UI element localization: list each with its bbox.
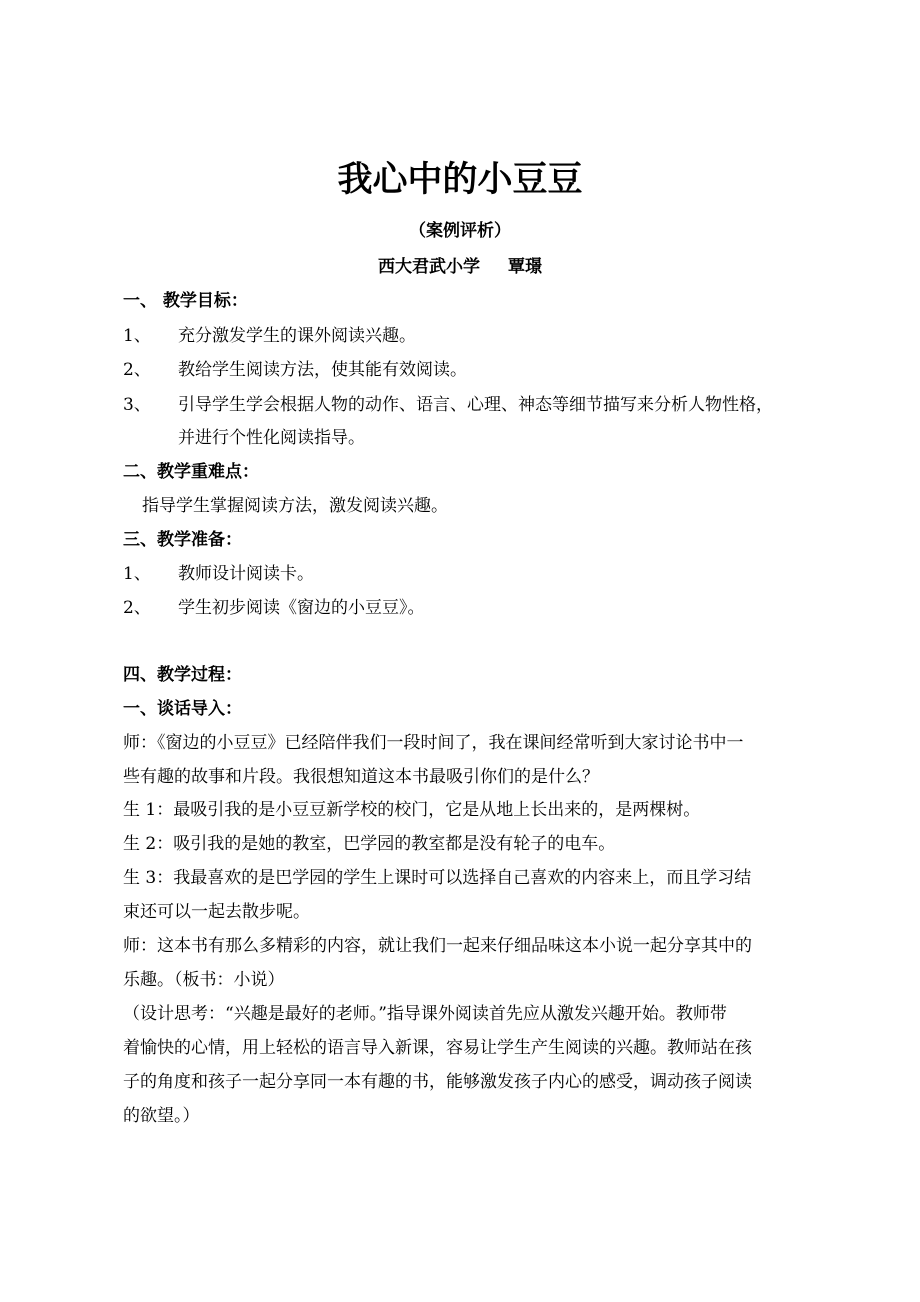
document-subtitle: （案例评析）: [409, 221, 511, 241]
paragraph-line: 着愉快的心情，用上轻松的语言导入新课，容易让学生产生阅读的兴趣。教师站在孩: [123, 1038, 752, 1058]
author-line: [0, 259, 920, 276]
paragraph-line: 师：这本书有那么多精彩的内容，就让我们一起来仔细品味这本小说一起分享其中的: [123, 936, 752, 956]
goal-text: 教给学生阅读方法，使其能有效阅读。: [178, 360, 467, 380]
prep-number: 2、: [123, 598, 151, 618]
goal-text: 充分激发学生的课外阅读兴趣。: [178, 326, 416, 346]
paragraph-line: 生 1：最吸引我的是小豆豆新学校的校门，它是从地上长出来的，是两棵树。: [123, 800, 701, 820]
prep-text: 学生初步阅读《窗边的小豆豆》。: [178, 598, 425, 618]
paragraph-line: 师：《窗边的小豆豆》已经陪伴我们一段时间了，我在课间经常听到大家讨论书中一: [123, 733, 744, 753]
paragraph-line: 的欲望。）: [123, 1106, 200, 1126]
goal-text: 引导学生学会根据人物的动作、语言、心理、神态等细节描写来分析人物性格，: [178, 395, 773, 415]
document-title: 我心中的小豆豆: [337, 159, 583, 200]
goal-text-continued: 并进行个性化阅读指导。: [178, 428, 365, 448]
paragraph-line: 束还可以一起去散步呢。: [123, 902, 310, 922]
paragraph-line: 生 2：吸引我的是她的教室，巴学园的教室都是没有轮子的电车。: [123, 834, 616, 854]
focus-text: 指导学生掌握阅读方法，激发阅读兴趣。: [142, 496, 448, 516]
paragraph-line: 子的角度和孩子一起分享同一本有趣的书，能够激发孩子内心的感受，调动孩子阅读: [123, 1072, 752, 1092]
goals-heading: 一、 教学目标：: [123, 291, 248, 311]
author-name: 覃璟: [508, 257, 542, 277]
paragraph-line: 些有趣的故事和片段。我很想知道这本书最吸引你们的是什么？: [123, 767, 599, 787]
paragraph-line: 乐趣。（板书：小说）: [123, 970, 285, 990]
prep-text: 教师设计阅读卡。: [178, 564, 314, 584]
process-step-heading: 一、谈话导入：: [123, 699, 242, 719]
goal-number: 1、: [123, 326, 151, 346]
goal-number: 2、: [123, 360, 151, 380]
process-heading: 四、教学过程：: [123, 665, 242, 685]
focus-heading: 二、教学重难点：: [123, 462, 259, 482]
paragraph-line: （设计思考：“兴趣是最好的老师。”指导课外阅读首先应从激发兴趣开始。教师带: [123, 1004, 727, 1024]
prep-number: 1、: [123, 564, 151, 584]
prep-heading: 三、教学准备：: [123, 530, 242, 550]
goal-number: 3、: [123, 395, 151, 415]
author-school: 西大君武小学: [378, 257, 480, 277]
paragraph-line: 生 3：我最喜欢的是巴学园的学生上课时可以选择自己喜欢的内容来上，而且学习结: [123, 868, 752, 888]
